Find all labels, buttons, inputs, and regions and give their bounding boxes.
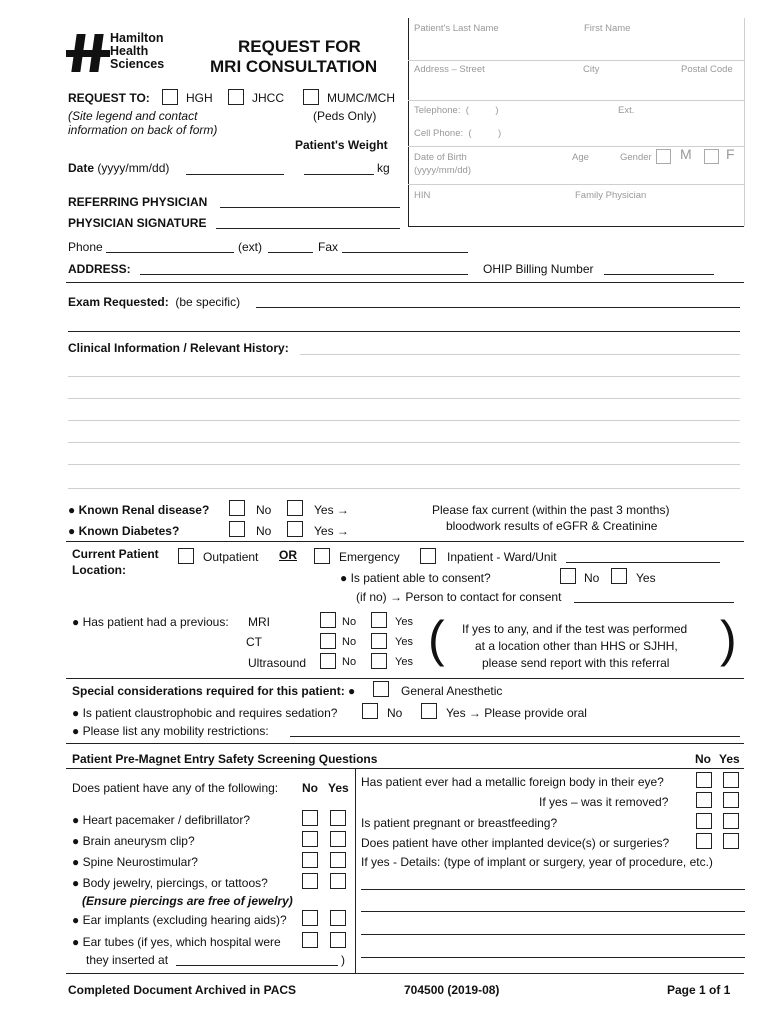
peds-only-label: (Peds Only) (313, 109, 377, 123)
ward-unit-field[interactable] (566, 548, 720, 563)
kg-label: kg (377, 161, 390, 175)
prev-mri-yes-checkbox[interactable] (371, 612, 387, 628)
consent-yes-checkbox[interactable] (611, 568, 627, 584)
prev-us-yes-label: Yes (395, 656, 413, 668)
gender-f-checkbox[interactable] (704, 149, 719, 164)
devices-yes-checkbox[interactable] (723, 833, 739, 849)
fax-bloodwork-line1: Please fax current (within the past 3 months) (432, 503, 670, 517)
prev-ct-no-checkbox[interactable] (320, 633, 336, 649)
mumc-label: MUMC/MCH (327, 91, 395, 105)
claus-yes-checkbox[interactable] (421, 703, 437, 719)
prev-mri-no-label: No (342, 616, 357, 628)
renal-no-checkbox[interactable] (229, 500, 245, 516)
form-title-line1: REQUEST FOR (238, 37, 361, 56)
prev-ct-no-label: No (342, 636, 357, 648)
jewelry-label: Body jewelry, piercings, or tattoos? (82, 876, 268, 890)
prev-us-yes-checkbox[interactable] (371, 653, 387, 669)
dob-format-label: (yyyy/mm/dd) (414, 165, 471, 176)
ohip-field[interactable] (604, 260, 714, 275)
exam-label: Exam Requested: (68, 295, 169, 309)
consent-question: ● Is patient able to consent? (340, 571, 491, 585)
last-name-label: Patient's Last Name (414, 23, 499, 34)
diabetes-no-label: No (256, 524, 272, 538)
prev-us-label: Ultrasound (248, 656, 307, 670)
gender-m-checkbox[interactable] (656, 149, 671, 164)
request-to-label: REQUEST TO: (68, 91, 150, 105)
patient-weight-label: Patient's Weight (295, 138, 388, 152)
jewelry-yes-checkbox[interactable] (330, 873, 346, 889)
aneurysm-no-checkbox[interactable] (302, 831, 318, 847)
ext-label: Ext. (618, 105, 635, 116)
inserted-label: they inserted at (86, 953, 169, 967)
emergency-label: Emergency (339, 550, 400, 564)
foreign-body-label: Has patient ever had a metallic foreign body in their eye? (361, 775, 664, 789)
footer-page-number: Page 1 of 1 (667, 983, 731, 997)
inpatient-checkbox[interactable] (420, 548, 436, 564)
safety-question: Does patient have any of the following: (72, 781, 279, 795)
consent-yes-label: Yes (636, 571, 656, 585)
ear-implants-no-checkbox[interactable] (302, 910, 318, 926)
previous-note-line1: If yes to any, and if the test was performed (462, 622, 688, 636)
pacemaker-item: ● Heart pacemaker / defibrillator? (72, 813, 251, 827)
telephone-label: Telephone: ( ) (414, 105, 499, 116)
ear-implants-item: ● Ear implants (excluding hearing aids)? (72, 913, 287, 927)
close-paren: ) (720, 611, 737, 667)
inpatient-label: Inpatient - Ward/Unit (447, 550, 557, 564)
mobility-label: Please list any mobility restrictions: (82, 724, 269, 738)
cell-phone-label: Cell Phone: ( ) (414, 128, 502, 139)
removed-yes-checkbox[interactable] (723, 792, 739, 808)
emergency-checkbox[interactable] (314, 548, 330, 564)
renal-yes-label: Yes → (314, 503, 349, 517)
physician-address-field[interactable] (140, 260, 468, 275)
form-title-line2: MRI CONSULTATION (210, 57, 378, 76)
footer-archived: Completed Document Archived in PACS (68, 983, 297, 997)
previous-note-line2: at a location other than HHS or SJHH, (475, 639, 678, 653)
ohip-label: OHIP Billing Number (483, 262, 594, 276)
phone-field[interactable] (106, 238, 234, 253)
previous-imaging-label: Has patient had a previous: (82, 615, 229, 629)
or-label: OR (279, 548, 297, 562)
logo-line3: Sciences (110, 57, 165, 71)
claustrophobic-question: ● Is patient claustrophobic and requires sedation? (72, 706, 338, 720)
phone-ext-field[interactable] (268, 238, 313, 253)
ear-tubes-label: Ear tubes (if yes, which hospital were (82, 935, 281, 949)
mobility-field[interactable] (290, 722, 740, 737)
first-name-label: First Name (584, 23, 631, 34)
pacemaker-label: Heart pacemaker / defibrillator? (82, 813, 251, 827)
neurostim-yes-checkbox[interactable] (330, 852, 346, 868)
neurostim-label: Spine Neurostimular? (82, 855, 198, 869)
consent-label: Is patient able to consent? (350, 571, 491, 585)
renal-disease-label: Known Renal disease? (78, 503, 210, 517)
postal-code-label: Postal Code (681, 64, 733, 75)
aneurysm-label: Brain aneurysm clip? (82, 834, 195, 848)
claus-no-label: No (387, 706, 403, 720)
gender-f-label: F (726, 146, 735, 162)
removed-no-checkbox[interactable] (696, 792, 712, 808)
previous-note-line3: please send report with this referral (482, 656, 670, 670)
details-label: If yes - Details: (type of implant or surgery, year of procedure, etc.) (361, 855, 713, 869)
logo-line1: Hamilton (110, 31, 164, 45)
renal-disease-question: ● Known Renal disease? (68, 503, 210, 517)
dob-label: Date of Birth (414, 152, 467, 163)
jhcc-checkbox[interactable] (228, 89, 244, 105)
ear-tubes-no-checkbox[interactable] (302, 932, 318, 948)
prev-ct-label: CT (246, 635, 262, 649)
consent-no-label: No (584, 571, 600, 585)
claus-no-checkbox[interactable] (362, 703, 378, 719)
removed-label: If yes – was it removed? (539, 795, 669, 809)
exam-field-1[interactable] (256, 293, 740, 308)
prev-us-no-checkbox[interactable] (320, 653, 336, 669)
prev-mri-yes-label: Yes (395, 616, 413, 628)
renal-no-label: No (256, 503, 272, 517)
safety-yes-header: Yes (719, 752, 740, 766)
weight-field[interactable] (304, 160, 374, 175)
footer-form-code: 704500 (2019-08) (404, 983, 500, 997)
age-label: Age (572, 152, 589, 163)
open-paren: ( (428, 611, 445, 667)
foreign-body-no-checkbox[interactable] (696, 772, 712, 788)
inserted-close-paren: ) (341, 953, 345, 967)
safety-title: Patient Pre-Magnet Entry Safety Screening Questions (72, 752, 378, 766)
site-legend-line1: (Site legend and contact (68, 109, 198, 123)
ear-tubes-yes-checkbox[interactable] (330, 932, 346, 948)
neurostim-no-checkbox[interactable] (302, 852, 318, 868)
city-label: City (583, 64, 600, 75)
foreign-body-yes-checkbox[interactable] (723, 772, 739, 788)
prev-ct-yes-label: Yes (395, 636, 413, 648)
jewelry-item: ● Body jewelry, piercings, or tattoos? (72, 876, 268, 890)
jewelry-no-checkbox[interactable] (302, 873, 318, 889)
diabetes-yes-label: Yes → (314, 524, 349, 538)
fax-label: Fax (318, 240, 339, 254)
hgh-label: HGH (186, 91, 213, 105)
aneurysm-item: ● Brain aneurysm clip? (72, 834, 195, 848)
consent-no-checkbox[interactable] (560, 568, 576, 584)
safety-no-header: No (695, 752, 711, 766)
general-anesthetic-label: General Anesthetic (401, 684, 503, 698)
gender-label: Gender (620, 152, 652, 163)
outpatient-label: Outpatient (203, 550, 259, 564)
ear-implants-yes-checkbox[interactable] (330, 910, 346, 926)
referring-physician-label: REFERRING PHYSICIAN (68, 195, 208, 209)
referring-physician-field[interactable] (220, 193, 400, 208)
physician-signature-label: PHYSICIAN SIGNATURE (68, 216, 207, 230)
ext-label-physician: (ext) (238, 240, 262, 254)
special-considerations: Special considerations required for this patient: ● (72, 684, 356, 698)
pacemaker-no-checkbox[interactable] (302, 810, 318, 826)
clinical-info-label: Clinical Information / Relevant History: (68, 341, 289, 355)
renal-yes-checkbox[interactable] (287, 500, 303, 516)
gender-m-label: M (680, 146, 692, 162)
fax-field[interactable] (342, 238, 468, 253)
site-legend-line2: information on back of form) (68, 123, 218, 137)
mumc-checkbox[interactable] (303, 89, 319, 105)
diabetes-question: ● Known Diabetes? (68, 524, 180, 538)
date-label (68, 161, 169, 175)
fax-bloodwork-line2: bloodwork results of eGFR & Creatinine (446, 519, 658, 533)
phone-label: Phone (68, 240, 103, 254)
location-label-2: Location: (72, 563, 126, 577)
date-format: (yyyy/mm/dd) (97, 161, 170, 175)
ear-tubes-hospital-field[interactable] (176, 951, 338, 966)
exam-field-2[interactable] (68, 317, 740, 332)
pregnant-no-checkbox[interactable] (696, 813, 712, 829)
prev-us-no-label: No (342, 656, 357, 668)
address-street-label: Address – Street (414, 64, 485, 75)
piercing-note: (Ensure piercings are free of jewelry) (82, 894, 293, 908)
neurostim-item: ● Spine Neurostimular? (72, 855, 198, 869)
left-no-header: No (302, 781, 318, 795)
physician-signature-field[interactable] (216, 214, 400, 229)
hgh-checkbox[interactable] (162, 89, 178, 105)
general-anesthetic-checkbox[interactable] (373, 681, 389, 697)
consent-contact-label: (if no) → Person to contact for consent (356, 590, 562, 604)
special-label: Special considerations required for this patient: (72, 684, 345, 698)
diabetes-no-checkbox[interactable] (229, 521, 245, 537)
aneurysm-yes-checkbox[interactable] (330, 831, 346, 847)
ear-tubes-item: ● Ear tubes (if yes, which hospital were (72, 935, 281, 949)
pregnant-label: Is patient pregnant or breastfeeding? (361, 816, 558, 830)
prev-mri-label: MRI (248, 615, 270, 629)
family-physician-label: Family Physician (575, 190, 647, 201)
pacemaker-yes-checkbox[interactable] (330, 810, 346, 826)
hin-label: HIN (414, 190, 431, 201)
ear-implants-label: Ear implants (excluding hearing aids)? (82, 913, 287, 927)
diabetes-label: Known Diabetes? (78, 524, 180, 538)
logo-line2: Health (110, 44, 149, 58)
date-field[interactable] (186, 160, 284, 175)
consent-contact-field[interactable] (574, 588, 734, 603)
outpatient-checkbox[interactable] (178, 548, 194, 564)
location-label-1: Current Patient (72, 547, 159, 561)
pregnant-yes-checkbox[interactable] (723, 813, 739, 829)
left-yes-header: Yes (328, 781, 349, 795)
mobility-question: ● Please list any mobility restrictions: (72, 724, 269, 738)
prev-mri-no-checkbox[interactable] (320, 612, 336, 628)
diabetes-yes-checkbox[interactable] (287, 521, 303, 537)
previous-imaging-question: ● Has patient had a previous: (72, 615, 229, 629)
claus-yes-label: Yes → Please provide oral (446, 706, 587, 720)
devices-label: Does patient have other implanted device(s) or surgeries? (361, 836, 670, 850)
physician-address-label: ADDRESS: (68, 262, 131, 276)
exam-hint: (be specific) (175, 295, 241, 309)
date-label-text: Date (68, 161, 95, 175)
prev-ct-yes-checkbox[interactable] (371, 633, 387, 649)
devices-no-checkbox[interactable] (696, 833, 712, 849)
claustrophobic-label: Is patient claustrophobic and requires sedation? (82, 706, 338, 720)
exam-requested (68, 295, 240, 309)
jhcc-label: JHCC (252, 91, 284, 105)
